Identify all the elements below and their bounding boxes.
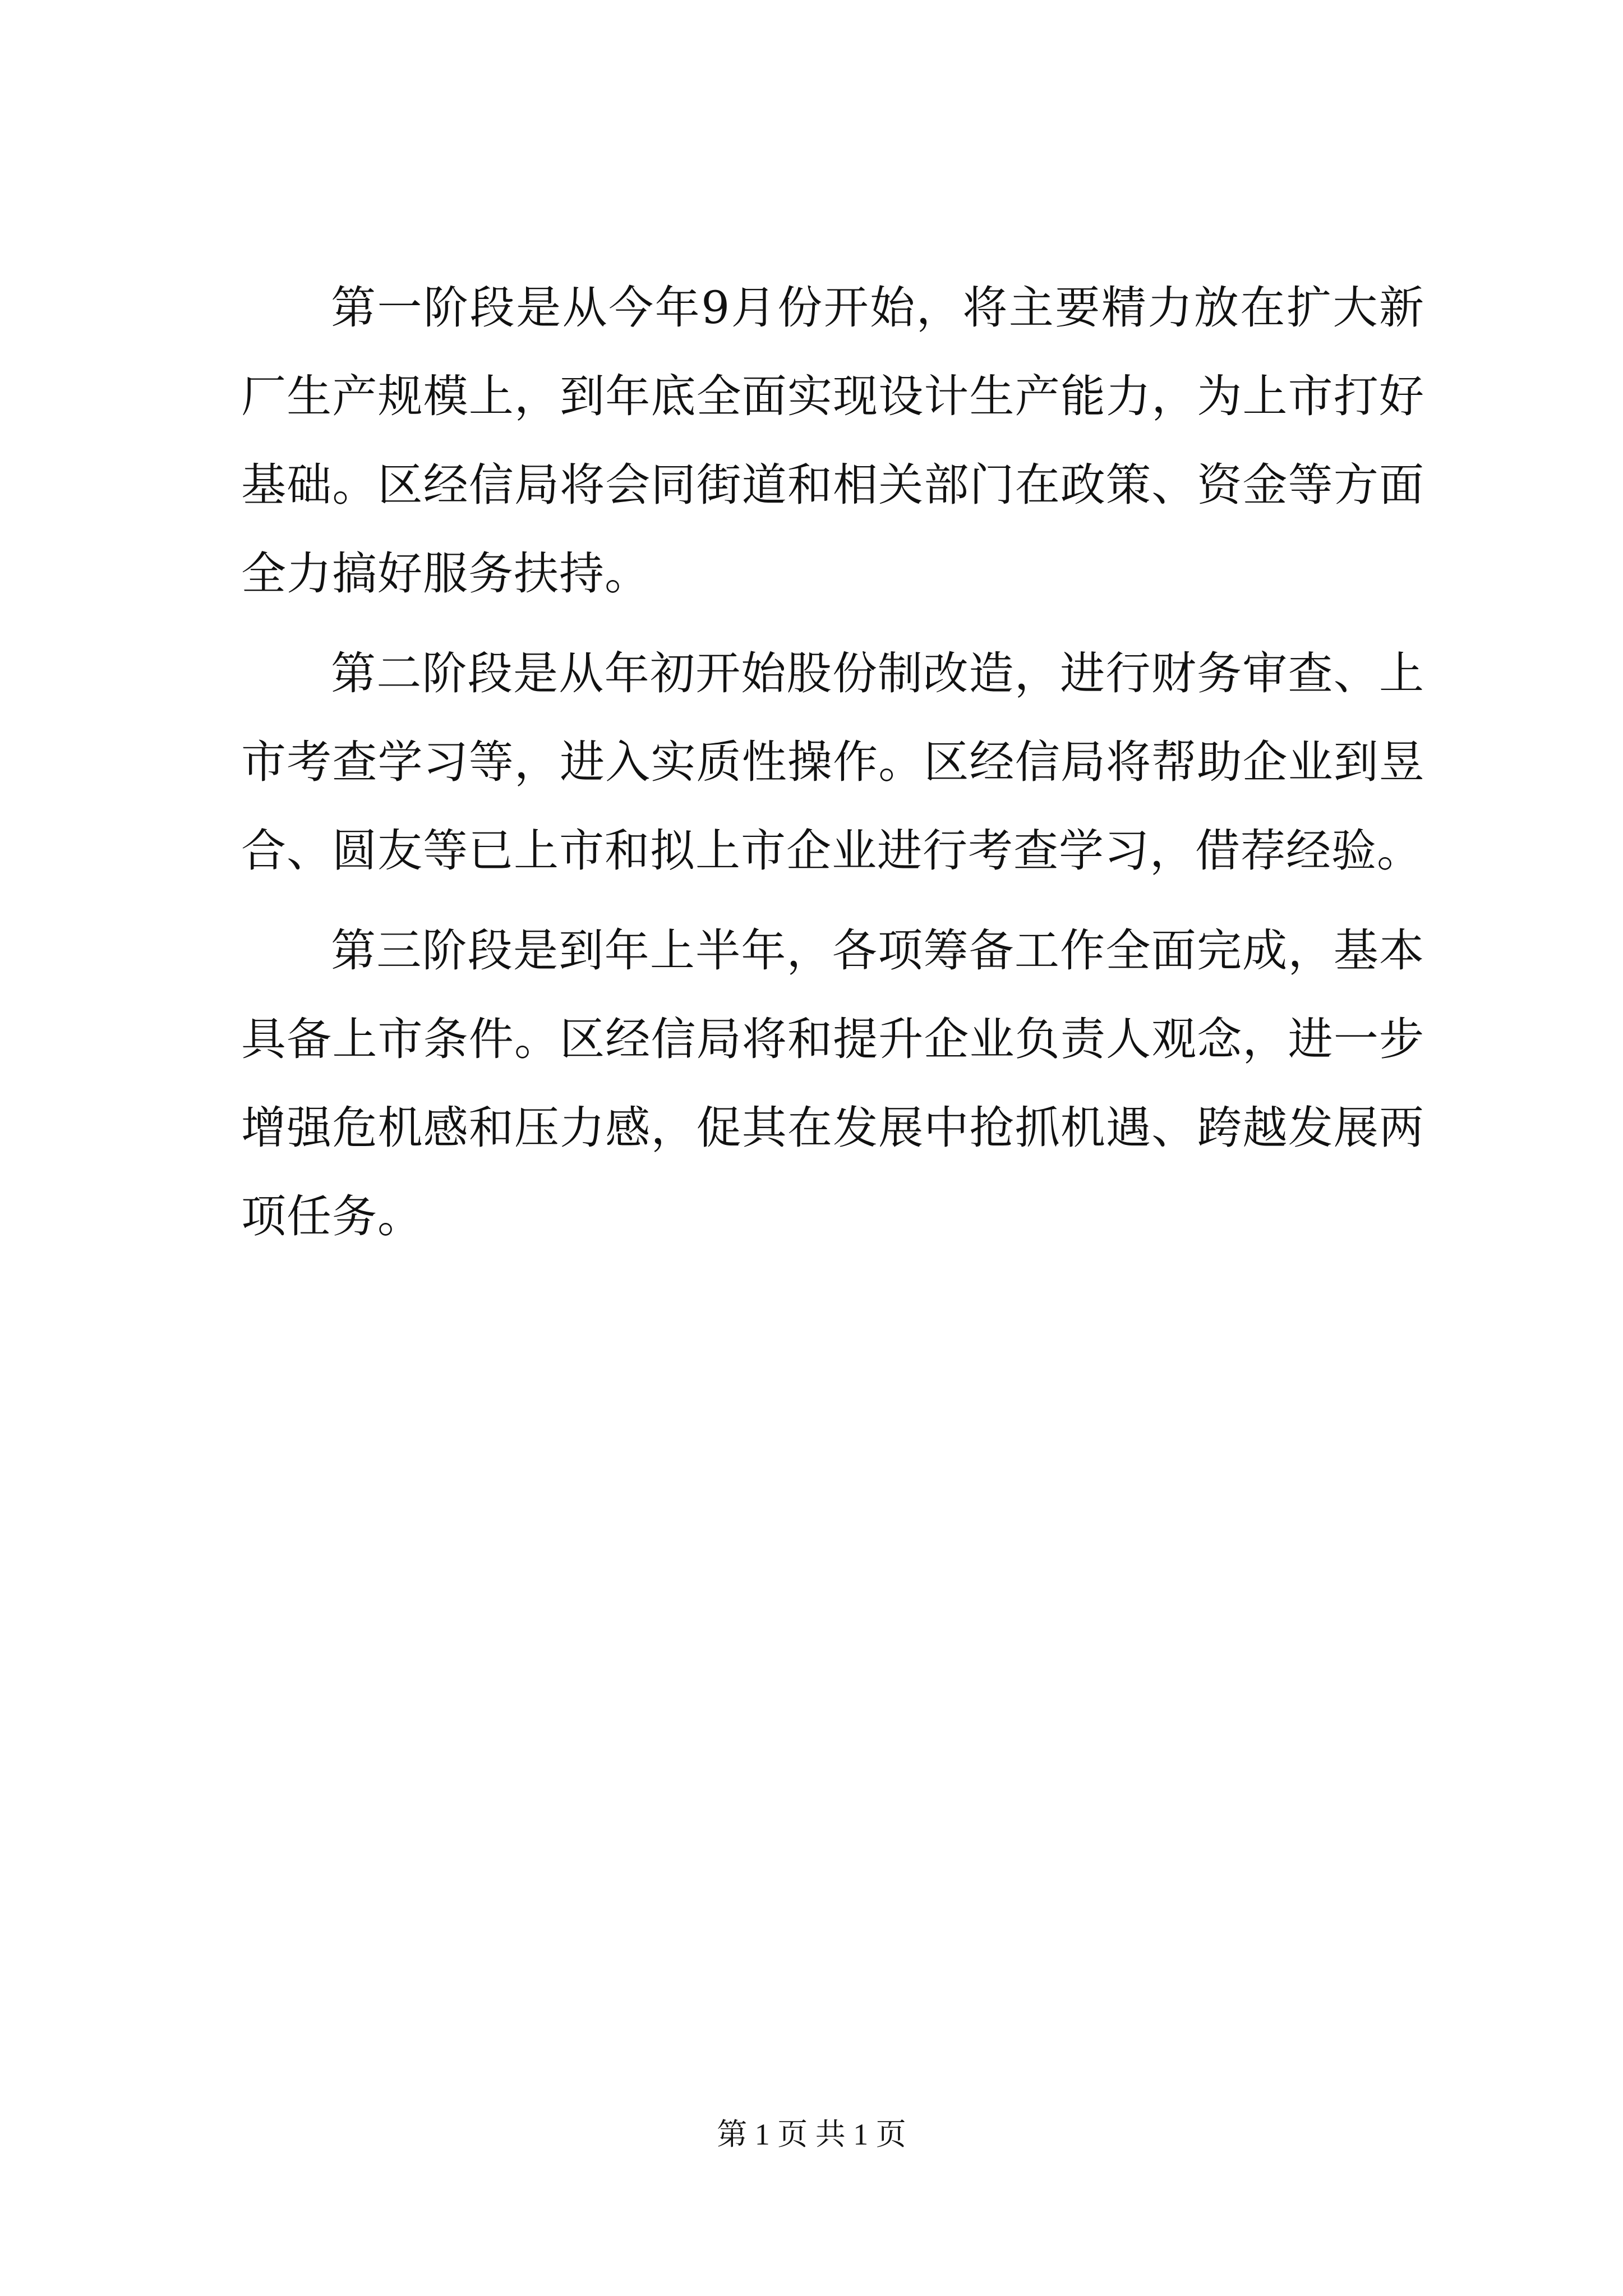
paragraph-stage-two: 第二阶段是从年初开始股份制改造，进行财务审查、上市考查学习等，进入实质性操作。区经信局将帮助企业到昱合、圆友等已上市和拟上市企业进行考查学习，借荐经验。 <box>241 647 1424 877</box>
paragraph-stage-three: 第三阶段是到年上半年，各项筹备工作全面完成，基本具备上市条件。区经信局将和提升企业负责人观念，进一步增强危机感和压力感，促其在发展中抢抓机遇、跨越发展两项任务。 <box>241 924 1424 1243</box>
document-body <box>241 264 1424 1272</box>
paragraph-stage-one: 第一阶段是从今年9月份开始，将主要精力放在扩大新厂生产规模上，到年底全面实现设计生产能力，为上市打好基础。区经信局将会同街道和相关部门在政策、资金等方面全力搞好服务扶持。 <box>241 282 1424 600</box>
page-footer: 第 1 页 共 1 页 <box>717 2118 906 2151</box>
